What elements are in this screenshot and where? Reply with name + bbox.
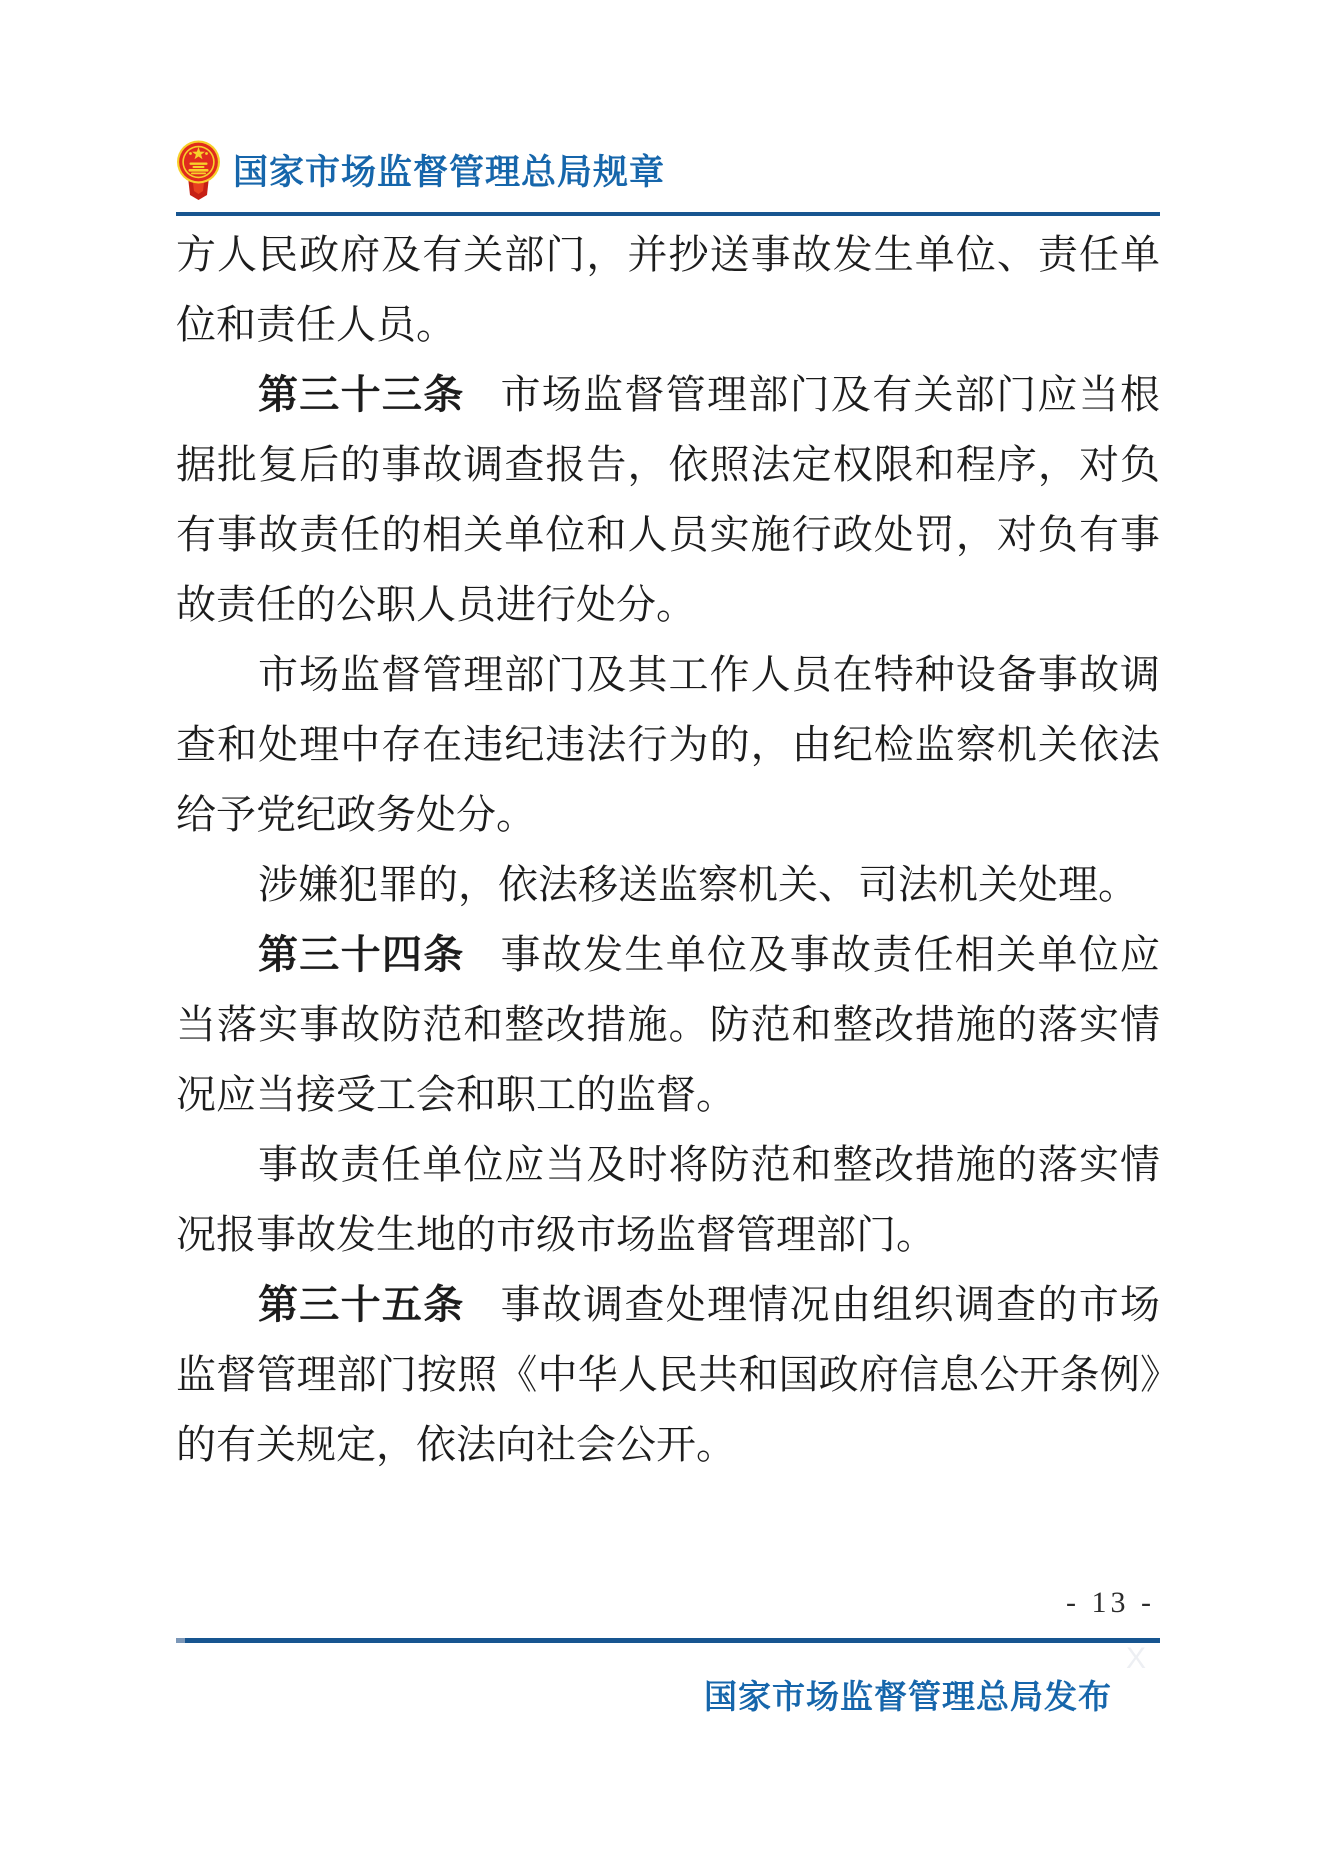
document-body <box>176 220 1160 1480</box>
article-number: 第三十四条 <box>258 933 465 977</box>
paragraph: 方人民政府及有关部门，并抄送事故发生单位、责任单位和责任人员。 <box>176 232 1160 347</box>
paragraph: 第三十四条 事故发生单位及事故责任相关单位应当落实事故防范和整改措施。防范和整改措施的落实情况应当接受工会和职工的监督。 <box>176 932 1160 1117</box>
watermark: X <box>1126 1642 1147 1675</box>
paragraph: 市场监督管理部门及其工作人员在特种设备事故调查和处理中存在违纪违法行为的，由纪检监察机关依法给予党纪政务处分。 <box>176 652 1160 837</box>
page-number: - 13 - <box>1066 1586 1155 1619</box>
paragraph: 第三十五条 事故调查处理情况由组织调查的市场监督管理部门按照《中华人民共和国政府信息公开条例》的有关规定，依法向社会公开。 <box>176 1282 1160 1467</box>
paragraph: 涉嫌犯罪的，依法移送监察机关、司法机关处理。 <box>258 862 1138 907</box>
article-number: 第三十三条 <box>258 373 465 417</box>
publisher-label: 国家市场监督管理总局发布 <box>704 1680 1112 1716</box>
national-emblem-icon <box>176 139 221 201</box>
footer-rule <box>176 1638 1160 1643</box>
paragraph: 第三十三条 市场监督管理部门及有关部门应当根据批复后的事故调查报告，依照法定权限和程序，对负有事故责任的相关单位和人员实施行政处罚，对负有事故责任的公职人员进行处分。 <box>176 372 1160 627</box>
article-number: 第三十五条 <box>258 1283 465 1327</box>
paragraph: 事故责任单位应当及时将防范和整改措施的落实情况报事故发生地的市级市场监督管理部门。 <box>176 1142 1160 1257</box>
page-title: 国家市场监督管理总局规章 <box>233 153 666 192</box>
page-header <box>176 138 665 202</box>
header-rule <box>176 212 1160 216</box>
